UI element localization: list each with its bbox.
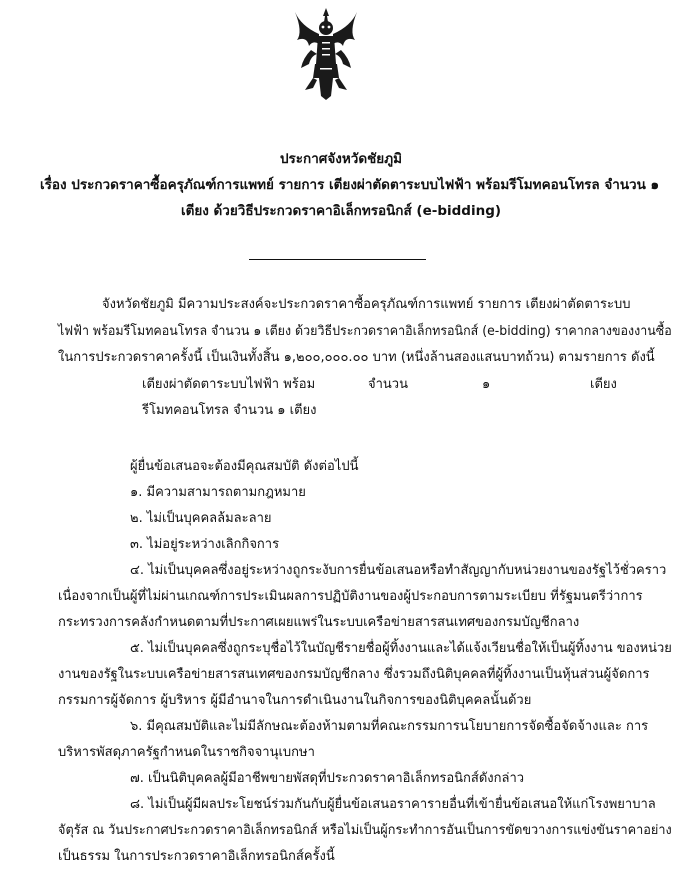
qualification-6-line-2: บริหารพัสดุภาครัฐกำหนดในราชกิจจานุเบกษา (58, 745, 315, 760)
title-divider (249, 259, 426, 260)
announcement-title: ประกาศจังหวัดชัยภูมิ (279, 151, 402, 167)
qualification-8-line-2: จัตุรัส ณ วันประกาศประกวดราคาอิเล็กทรอนิกส์ หรือไม่เป็นผู้กระทำการอันเป็นการขัดขวางการแข่งขันราคาอย่าง (58, 823, 672, 838)
qualification-5-line-1: ๕. ไม่เป็นบุคคลซึ่งถูกระบุชื่อไว้ในบัญชีรายชื่อผู้ทิ้งงานและได้แจ้งเวียนชื่อให้เป็นผู้ทิ้งงาน ของหน่วย (130, 641, 672, 656)
qualification-4-line-3: กระทรวงการคลังกำหนดตามที่ประกาศเผยแพร่ในระบบเครือข่ายสารสนเทศของกรมบัญชีกลาง (58, 615, 580, 630)
qualification-3: ๓. ไม่อยู่ระหว่างเลิกกิจการ (130, 537, 280, 552)
qualification-8-line-1: ๘. ไม่เป็นผู้มีผลประโยชน์ร่วมกันกับผู้ยื่นข้อเสนอราคารายอื่นที่เข้ายื่นข้อเสนอให้แก่โรงพยาบาล (130, 797, 656, 812)
qualifications-heading: ผู้ยื่นข้อเสนอจะต้องมีคุณสมบัติ ดังต่อไปนี้ (130, 459, 359, 474)
item-name-line-1: เตียงผ่าตัดตาระบบไฟฟ้า พร้อม (142, 377, 316, 392)
item-qty: ๑ (482, 377, 491, 392)
qualification-5-line-3: กรรมการผู้จัดการ ผู้บริหาร ผู้มีอำนาจในการดำเนินงานในกิจการของนิติบุคคลนั้นด้วย (58, 693, 532, 708)
subject-line-1: เรื่อง ประกวดราคาซื้อครุภัณฑ์การแพทย์ รายการ เตียงผ่าตัดตาระบบไฟฟ้า พร้อมรีโมทคอนโทรล จำนวน ๑ (40, 177, 660, 193)
qualification-2: ๒. ไม่เป็นบุคคลล้มละลาย (130, 511, 272, 526)
subject-line-2: เตียง ด้วยวิธีประกวดราคาอิเล็กทรอนิกส์ (e-bidding) (180, 203, 502, 219)
item-unit: เตียง (590, 377, 617, 392)
intro-line-3: ในการประกวดราคาครั้งนี้ เป็นเงินทั้งสิ้น ๑,๒๐๐,๐๐๐.๐๐ บาท (หนึ่งล้านสองแสนบาทถ้วน) ตามรายการ ดังนี้ (58, 350, 655, 365)
qualification-7: ๗. เป็นนิติบุคคลผู้มีอาชีพขายพัสดุที่ประกวดราคาอิเล็กทรอนิกส์ดังกล่าว (130, 771, 525, 786)
intro-line-1: จังหวัดชัยภูมิ มีความประสงค์จะประกวดราคาซื้อครุภัณฑ์การแพทย์ รายการ เตียงผ่าตัดตาระบบ (102, 297, 631, 312)
item-name-line-2: รีโมทคอนโทรล จำนวน ๑ เตียง (142, 403, 317, 418)
intro-line-2: ไฟฟ้า พร้อมรีโมทคอนโทรล จำนวน ๑ เตียง ด้วยวิธีประกวดราคาอิเล็กทรอนิกส์ (e-bidding) ราคากลางของงานซื้อ (58, 324, 672, 339)
qualification-4-line-1: ๔. ไม่เป็นบุคคลซึ่งอยู่ระหว่างถูกระงับการยื่นข้อเสนอหรือทำสัญญากับหน่วยงานของรัฐไว้ชั่วคราว (130, 563, 667, 578)
qualification-8-line-3: เป็นธรรม ในการประกวดราคาอิเล็กทรอนิกส์ครั้งนี้ (58, 849, 335, 864)
garuda-emblem (293, 6, 359, 102)
qualification-5-line-2: งานของรัฐในระบบเครือข่ายสารสนเทศของกรมบัญชีกลาง ซึ่งรวมถึงนิติบุคคลที่ผู้ทิ้งงานเป็นหุ้นส่วนผู้จัดการ (58, 667, 650, 682)
qualification-4-line-2: เนื่องจากเป็นผู้ที่ไม่ผ่านเกณฑ์การประเมินผลการปฏิบัติงานของผู้ประกอบการตามระเบียบ ที่รัฐมนตรีว่าการ (58, 589, 643, 604)
item-row (0, 377, 682, 397)
item-qty-label: จำนวน (368, 377, 408, 392)
qualification-6-line-1: ๖. มีคุณสมบัติและไม่มีลักษณะต้องห้ามตามที่คณะกรรมการนโยบายการจัดซื้อจัดจ้างและ การ (130, 719, 649, 734)
qualification-1: ๑. มีความสามารถตามกฎหมาย (130, 485, 306, 500)
